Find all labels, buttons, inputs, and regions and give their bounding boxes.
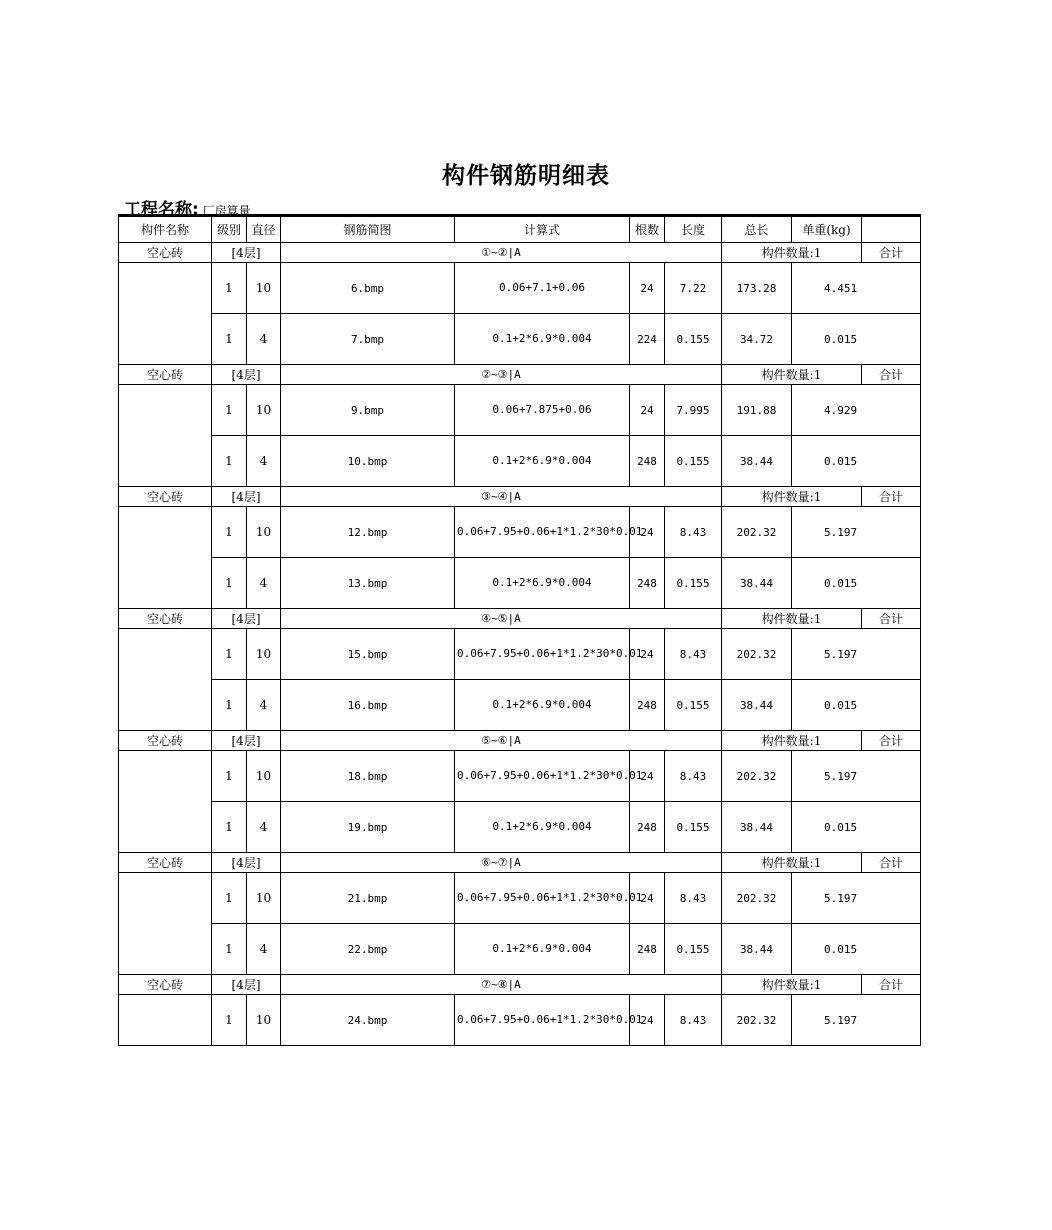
- total-length-cell: 202.32: [722, 751, 792, 802]
- total-length-cell: 173.28: [722, 263, 792, 314]
- floor-label: [4层]: [212, 243, 281, 263]
- total-length-cell: 202.32: [722, 629, 792, 680]
- rebar-diagram-cell: 12.bmp: [281, 507, 455, 558]
- subtotal-label: 合计: [862, 365, 921, 385]
- unit-weight-cell: 4.451: [792, 263, 921, 314]
- component-name: 空心砖: [119, 853, 212, 873]
- header-cell: 总长: [722, 216, 792, 243]
- unit-weight-cell: 0.015: [792, 680, 921, 731]
- header-cell-empty: [862, 216, 921, 243]
- unit-weight-cell: 0.015: [792, 924, 921, 975]
- page-title: 构件钢筋明细表: [442, 163, 610, 189]
- length-cell: 8.43: [665, 873, 722, 924]
- project-name: 厂房算量: [202, 204, 251, 218]
- axis-label: ③~④|A: [281, 487, 722, 507]
- total-length-cell: 38.44: [722, 436, 792, 487]
- formula-cell: 0.06+7.95+0.06+1*1.2*30*0.01: [455, 873, 630, 924]
- total-length-cell: 38.44: [722, 680, 792, 731]
- diameter-cell: 10: [247, 507, 281, 558]
- grade-cell: 1: [212, 680, 247, 731]
- rebar-detail-table: [118, 214, 921, 1046]
- component-name-cell: [119, 751, 212, 853]
- subtotal-label: 合计: [862, 609, 921, 629]
- component-name-cell: [119, 385, 212, 487]
- component-group-row: [119, 365, 921, 385]
- rebar-row: [119, 680, 921, 731]
- unit-weight-cell: 5.197: [792, 629, 921, 680]
- count-cell: 24: [630, 507, 665, 558]
- diameter-cell: 10: [247, 751, 281, 802]
- rebar-row: [119, 995, 921, 1046]
- floor-label: [4层]: [212, 365, 281, 385]
- total-length-cell: 202.32: [722, 995, 792, 1046]
- length-cell: 7.22: [665, 263, 722, 314]
- formula-cell: 0.1+2*6.9*0.004: [455, 924, 630, 975]
- component-name: 空心砖: [119, 731, 212, 751]
- component-group-row: [119, 853, 921, 873]
- axis-label: ⑥~⑦|A: [281, 853, 722, 873]
- floor-label: [4层]: [212, 731, 281, 751]
- rebar-row: [119, 436, 921, 487]
- rebar-diagram-cell: 18.bmp: [281, 751, 455, 802]
- count-cell: 24: [630, 873, 665, 924]
- formula-cell: 0.1+2*6.9*0.004: [455, 680, 630, 731]
- component-group-row: [119, 243, 921, 263]
- rebar-row: [119, 924, 921, 975]
- unit-weight-cell: 5.197: [792, 995, 921, 1046]
- axis-label: ①~②|A: [281, 243, 722, 263]
- grade-cell: 1: [212, 802, 247, 853]
- component-name-cell: [119, 873, 212, 975]
- rebar-diagram-cell: 19.bmp: [281, 802, 455, 853]
- count-cell: 248: [630, 680, 665, 731]
- floor-label: [4层]: [212, 487, 281, 507]
- rebar-row: [119, 385, 921, 436]
- rebar-row: [119, 802, 921, 853]
- grade-cell: 1: [212, 263, 247, 314]
- formula-cell: 0.1+2*6.9*0.004: [455, 314, 630, 365]
- count-cell: 248: [630, 802, 665, 853]
- diameter-cell: 4: [247, 314, 281, 365]
- diameter-cell: 10: [247, 263, 281, 314]
- rebar-detail-sheet: [118, 214, 903, 1094]
- unit-weight-cell: 5.197: [792, 507, 921, 558]
- header-cell: 根数: [630, 216, 665, 243]
- length-cell: 8.43: [665, 995, 722, 1046]
- rebar-row: [119, 558, 921, 609]
- floor-label: [4层]: [212, 975, 281, 995]
- rebar-diagram-cell: 13.bmp: [281, 558, 455, 609]
- formula-cell: 0.06+7.95+0.06+1*1.2*30*0.01: [455, 629, 630, 680]
- component-group-row: [119, 487, 921, 507]
- diameter-cell: 4: [247, 436, 281, 487]
- component-quantity: 构件数量:1: [722, 731, 862, 751]
- rebar-row: [119, 263, 921, 314]
- grade-cell: 1: [212, 507, 247, 558]
- rebar-diagram-cell: 15.bmp: [281, 629, 455, 680]
- diameter-cell: 4: [247, 558, 281, 609]
- floor-label: [4层]: [212, 853, 281, 873]
- rebar-diagram-cell: 7.bmp: [281, 314, 455, 365]
- header-cell: 构件名称: [119, 216, 212, 243]
- table-header-row: [119, 216, 921, 243]
- total-length-cell: 202.32: [722, 873, 792, 924]
- count-cell: 24: [630, 995, 665, 1046]
- rebar-diagram-cell: 21.bmp: [281, 873, 455, 924]
- grade-cell: 1: [212, 924, 247, 975]
- total-length-cell: 38.44: [722, 558, 792, 609]
- length-cell: 0.155: [665, 802, 722, 853]
- component-quantity: 构件数量:1: [722, 609, 862, 629]
- length-cell: 0.155: [665, 436, 722, 487]
- formula-cell: 0.1+2*6.9*0.004: [455, 558, 630, 609]
- length-cell: 8.43: [665, 629, 722, 680]
- rebar-diagram-cell: 9.bmp: [281, 385, 455, 436]
- component-name: 空心砖: [119, 609, 212, 629]
- rebar-diagram-cell: 10.bmp: [281, 436, 455, 487]
- component-name: 空心砖: [119, 243, 212, 263]
- diameter-cell: 10: [247, 629, 281, 680]
- rebar-row: [119, 629, 921, 680]
- component-quantity: 构件数量:1: [722, 243, 862, 263]
- count-cell: 24: [630, 385, 665, 436]
- component-name: 空心砖: [119, 487, 212, 507]
- diameter-cell: 10: [247, 873, 281, 924]
- formula-cell: 0.1+2*6.9*0.004: [455, 802, 630, 853]
- header-cell: 级别: [212, 216, 247, 243]
- grade-cell: 1: [212, 385, 247, 436]
- unit-weight-cell: 0.015: [792, 558, 921, 609]
- diameter-cell: 10: [247, 385, 281, 436]
- total-length-cell: 34.72: [722, 314, 792, 365]
- grade-cell: 1: [212, 751, 247, 802]
- header-cell: 钢筋简图: [281, 216, 455, 243]
- header-cell: 计算式: [455, 216, 630, 243]
- total-length-cell: 38.44: [722, 924, 792, 975]
- length-cell: 0.155: [665, 924, 722, 975]
- header-cell: 长度: [665, 216, 722, 243]
- count-cell: 24: [630, 263, 665, 314]
- total-length-cell: 38.44: [722, 802, 792, 853]
- header-cell: 直径: [247, 216, 281, 243]
- axis-label: ⑦~⑧|A: [281, 975, 722, 995]
- component-name-cell: [119, 629, 212, 731]
- diameter-cell: 10: [247, 995, 281, 1046]
- total-length-cell: 191.88: [722, 385, 792, 436]
- rebar-row: [119, 873, 921, 924]
- count-cell: 224: [630, 314, 665, 365]
- grade-cell: 1: [212, 995, 247, 1046]
- formula-cell: 0.06+7.1+0.06: [455, 263, 630, 314]
- component-quantity: 构件数量:1: [722, 365, 862, 385]
- length-cell: 0.155: [665, 314, 722, 365]
- diameter-cell: 4: [247, 802, 281, 853]
- floor-label: [4层]: [212, 609, 281, 629]
- component-name-cell: [119, 507, 212, 609]
- component-quantity: 构件数量:1: [722, 853, 862, 873]
- grade-cell: 1: [212, 558, 247, 609]
- component-group-row: [119, 975, 921, 995]
- count-cell: 248: [630, 558, 665, 609]
- length-cell: 0.155: [665, 680, 722, 731]
- unit-weight-cell: 0.015: [792, 802, 921, 853]
- axis-label: ④~⑤|A: [281, 609, 722, 629]
- axis-label: ②~③|A: [281, 365, 722, 385]
- formula-cell: 0.06+7.875+0.06: [455, 385, 630, 436]
- unit-weight-cell: 0.015: [792, 436, 921, 487]
- length-cell: 8.43: [665, 751, 722, 802]
- grade-cell: 1: [212, 873, 247, 924]
- diameter-cell: 4: [247, 924, 281, 975]
- component-group-row: [119, 731, 921, 751]
- rebar-row: [119, 314, 921, 365]
- formula-cell: 0.06+7.95+0.06+1*1.2*30*0.01: [455, 995, 630, 1046]
- formula-cell: 0.06+7.95+0.06+1*1.2*30*0.01: [455, 751, 630, 802]
- grade-cell: 1: [212, 629, 247, 680]
- subtotal-label: 合计: [862, 487, 921, 507]
- unit-weight-cell: 0.015: [792, 314, 921, 365]
- subtotal-label: 合计: [862, 975, 921, 995]
- component-name: 空心砖: [119, 365, 212, 385]
- unit-weight-cell: 5.197: [792, 873, 921, 924]
- rebar-diagram-cell: 16.bmp: [281, 680, 455, 731]
- subtotal-label: 合计: [862, 731, 921, 751]
- length-cell: 8.43: [665, 507, 722, 558]
- grade-cell: 1: [212, 436, 247, 487]
- total-length-cell: 202.32: [722, 507, 792, 558]
- subtotal-label: 合计: [862, 853, 921, 873]
- component-quantity: 构件数量:1: [722, 487, 862, 507]
- grade-cell: 1: [212, 314, 247, 365]
- length-cell: 7.995: [665, 385, 722, 436]
- unit-weight-cell: 5.197: [792, 751, 921, 802]
- component-group-row: [119, 609, 921, 629]
- subtotal-label: 合计: [862, 243, 921, 263]
- component-quantity: 构件数量:1: [722, 975, 862, 995]
- project-label: 工程名称:: [124, 200, 199, 220]
- count-cell: 24: [630, 629, 665, 680]
- rebar-diagram-cell: 22.bmp: [281, 924, 455, 975]
- header-cell: 单重(kg): [792, 216, 862, 243]
- component-name-cell: [119, 995, 212, 1046]
- count-cell: 24: [630, 751, 665, 802]
- count-cell: 248: [630, 924, 665, 975]
- unit-weight-cell: 4.929: [792, 385, 921, 436]
- count-cell: 248: [630, 436, 665, 487]
- rebar-row: [119, 751, 921, 802]
- rebar-diagram-cell: 6.bmp: [281, 263, 455, 314]
- component-name-cell: [119, 263, 212, 365]
- length-cell: 0.155: [665, 558, 722, 609]
- component-name: 空心砖: [119, 975, 212, 995]
- formula-cell: 0.06+7.95+0.06+1*1.2*30*0.01: [455, 507, 630, 558]
- rebar-diagram-cell: 24.bmp: [281, 995, 455, 1046]
- axis-label: ⑤~⑥|A: [281, 731, 722, 751]
- rebar-row: [119, 507, 921, 558]
- formula-cell: 0.1+2*6.9*0.004: [455, 436, 630, 487]
- diameter-cell: 4: [247, 680, 281, 731]
